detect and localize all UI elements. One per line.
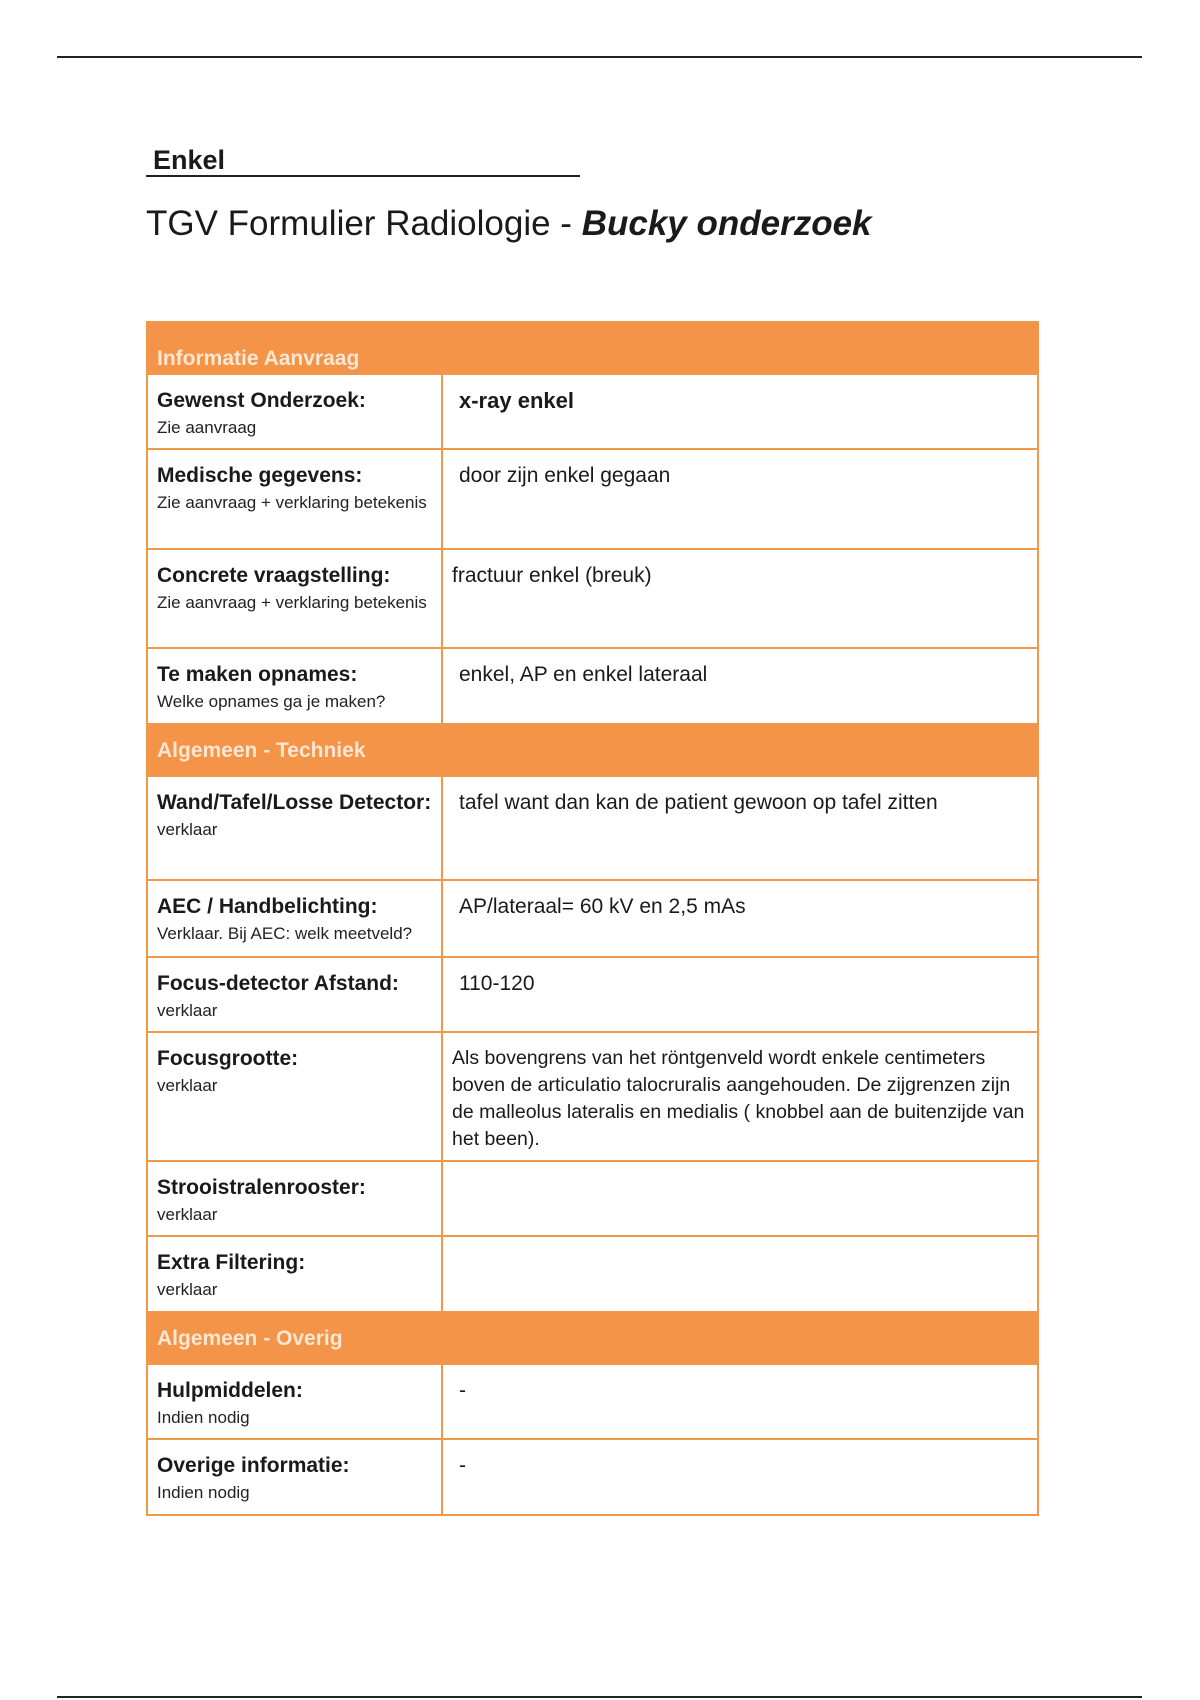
title-emphasis: Bucky onderzoek [581,204,872,243]
form-row-aec-handbelichting [147,880,1038,957]
form-row-te-maken-opnames [147,648,1038,724]
section-title: Algemeen - Techniek [157,739,366,762]
row-label: Extra Filtering: [157,1251,306,1274]
row-label: AEC / Handbelichting: [157,895,378,918]
row-value: Als bovengrens van het röntgenveld wordt enkele centimeters boven de articulatio talocruralis aangehouden. De zijgrenzen zijn de malleolus lateralis en medialis ( knobbel aan de buitenzijde van het been). [452,1047,1025,1150]
row-hint: Indien nodig [157,1408,250,1427]
row-hint: Indien nodig [157,1483,250,1502]
row-value: enkel, AP en enkel lateraal [459,663,708,686]
form-row-focus-detector-afstand [147,957,1038,1032]
row-label: Focusgrootte: [157,1047,299,1070]
form-row-overige-informatie [147,1439,1038,1515]
row-label: Medische gegevens: [157,464,363,487]
title-prefix: TGV Formulier Radiologie - [146,204,582,243]
section-header-algemeen-overig [147,1312,1038,1364]
row-label: Strooistralenrooster: [157,1176,366,1199]
row-label: Te maken opnames: [157,663,358,686]
form-row-focusgrootte [147,1032,1038,1161]
form-row-gewenst-onderzoek [147,374,1038,449]
row-hint: verklaar [157,1001,218,1020]
row-value: AP/lateraal= 60 kV en 2,5 mAs [459,895,746,918]
bottom-rule [57,1696,1142,1698]
form-row-strooistralenrooster [147,1161,1038,1236]
section-header-algemeen-techniek [147,724,1038,776]
row-hint: Zie aanvraag [157,418,257,437]
row-value: 110-120 [459,972,535,995]
row-hint: Verklaar. Bij AEC: welk meetveld? [157,924,413,943]
row-hint: Zie aanvraag + verklaring betekenis [157,593,427,612]
row-label: Wand/Tafel/Losse Detector: [157,791,432,814]
row-value: - [459,1454,466,1477]
section-header-informatie-aanvraag [147,322,1038,374]
top-rule [57,56,1142,58]
row-label: Hulpmiddelen: [157,1379,303,1402]
row-value: fractuur enkel (breuk) [452,564,652,587]
row-label: Concrete vraagstelling: [157,564,391,587]
row-hint: Welke opnames ga je maken? [157,692,386,711]
subject-heading: Enkel [146,145,580,177]
row-hint: verklaar [157,1205,218,1224]
row-value: tafel want dan kan de patient gewoon op tafel zitten [459,791,938,814]
row-hint: Zie aanvraag + verklaring betekenis [157,493,427,512]
section-title: Algemeen - Overig [157,1327,343,1350]
form-row-concrete-vraagstelling [147,549,1038,648]
section-title: Informatie Aanvraag [157,347,360,370]
form-row-medische-gegevens [147,449,1038,549]
row-value: - [459,1379,466,1402]
form-row-hulpmiddelen [147,1364,1038,1439]
row-value: x-ray enkel [459,388,574,413]
row-label: Gewenst Onderzoek: [157,389,366,412]
form-row-extra-filtering [147,1236,1038,1312]
row-value: door zijn enkel gegaan [459,464,671,487]
row-label: Overige informatie: [157,1454,350,1477]
row-hint: verklaar [157,1076,218,1095]
page-title [146,200,872,248]
form-row-wand-tafel-detector [147,776,1038,880]
row-label: Focus-detector Afstand: [157,972,399,995]
row-hint: verklaar [157,1280,218,1299]
row-hint: verklaar [157,820,218,839]
radiology-form-table [146,321,1039,1516]
